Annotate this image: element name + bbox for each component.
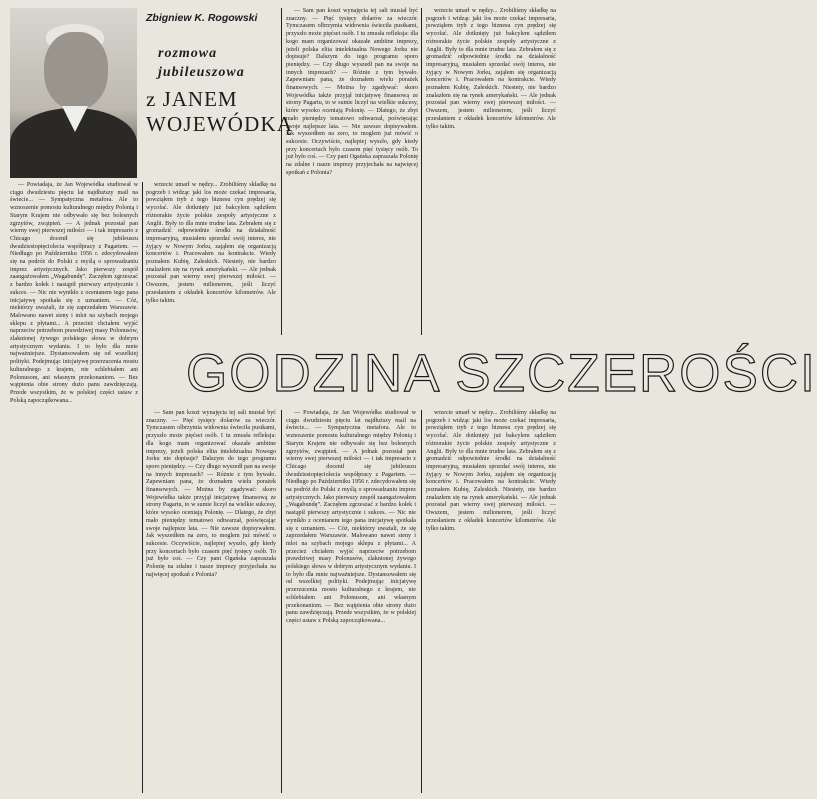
article-column-1: — Powiadaja, że Jan Wojewódka studiował w ciągu dwudziestu pięciu lat najdłuższy mail na świecie... — Sympatyczna metafora. Ale to wznoszenie pomostu kulturalnego między Polonią i Starym Krajem nie odbywało się bez bolesnych zgrzytów, zwątpień. — A jednak pozostał pan wierny swej pierwszej miłości — i tak impresario z Chicago docenił się jubileuszu dwudziestopięciolecia współpracy z Pagartem. — Niedługo po Październiku 1956 r. zdecydowałem się na podróż do Polski z myślą o sprowadzaniu imprez artystycznych. Jako pierwszy zespół zaangażowałem „Wagabundę”. Zaczęłem zgrzeszać z bardzo kołek i nastąpił pierwszy artystycznie i sukces. — Nic nie wynikło z ocenianem tego pana inicjatywę spotkała się z uznaniem. — Cóż, niektórzy uważali, że się zaprzedałem Warszawie. Malowano nawet sieny i mlot na szybach mojego sklepu z płytami... A przecież chciałem wyjść naprzeciw potrzebom prawdziwej masy Polonusów, zlaknionej żywego polskiego słowa w dobrym artystycznym wydaniu. I to było dla mnie najważniejsze. Dystansowałem się od wszelkiej polityki. Podejmując inicjatywę przerzucenia mostu kulturalnego z krajem, nie schlebiałem ani Polonusom, ani własnym przekonaniom. — Bez wątpienia obie strony dużo panu zawdzięczają. Przede wszystkim, że w polskiej części ustaw z Polską zapoczątkowana... bbox=[10, 182, 138, 404]
article-column-4: wrzecie umarł w nędzy... Zrobiliśmy składkę na pogrzeb i widząc jaki los może czekać impresaria, powziąłem tryb z tego biznesu cyn prędzej się wycofać. Ale dotknięty już bakcylem sądziłem różnorakie życie polskie zespoły artystyczne z Anglii. Były to dla mnie trudne lata. Zebrałem się z gromadzić odpowiednie środki na działalność impresaryjną, musiałem sprzedać swój interes, nie żyjący w Nowym Jorku, zająłem się organizacją koncertów i. Pracowałem na kontrakcie. Wtedy poznałem Kubię, Zaleskich. Niestety, nie bardzo znalazłem się na rynek amerykański. — Ale jednak pozostał pan wierny swej pierwszej miłości. — Owszem, jestem milionerem, jeśli liczyć przesłaniem z okładek koncertów kilometrów. Ale tylko takim. bbox=[426, 8, 556, 130]
headline: GODZINA SZCZEROŚCI bbox=[186, 344, 817, 403]
column-rule bbox=[421, 410, 422, 793]
article-column-3: — Sam pan koszt wynajęcia tej sali musiał być znaczny. — Pięć tysięcy dolarów za wieczór. Tymczasem olbrzymia widownia świeciła pustkami, przyszło może pięćset osób. I tu zmusła refleksja: dla kogo mam organizować okazałe ambitne imprezy, jeżeli polska elita intelektualna Nowego Jorku nie dopisuje? Dalszym do tego programu sporo pieniędzy. — Czy długo wyszedł pan na swoje na innych imprezach? — Różnie z tym bywało. Zapewniam pana, że doznałem wielu porażek finansowych. — Można by zgadywać: skoro Wojewódka także przyjął inicjatywę finansową ze strony Pagartu, to w sumie liczył na wielkie sukcesy, które wysoko oceniają Polonię. — Dlatego, że zbyt mało pieniędzy tematowo odtwarzał, poświęcając swoje najlepsze lata. — Nie zawsze dopisywałem. Jak wyszedłem na zero, to moglem już mówić o sukcesie. Oczywiście, najlepiej wyszło, gdy kiedy przy koncertach było czasem pięć tysięcy osób. To już było coś. — Czy pani Ogańska zapraszała Polonię na zdalne i nasze imprezy przyjechała na najwięcej spotkań z Polonia? bbox=[286, 8, 418, 176]
title-line-1: rozmowa jubileuszowa bbox=[158, 46, 245, 80]
byline: Zbigniew K. Rogowski bbox=[146, 12, 258, 24]
column-rule bbox=[142, 182, 143, 793]
column-rule bbox=[281, 410, 282, 793]
article-column-5: — Sam pan koszt wynajęcia tej sali musiał być znaczny. — Pięć tysięcy dolarów za wieczór. Tymczasem olbrzymia widownia świeciła pustkami, przyszło może pięćset osób. I tu zmusła refleksja: dla kogo mam organizować okazałe ambitne imprezy, jeżeli polska elita intelektualna Nowego Jorku nie dopisuje? Dalszym do tego programu sporo pieniędzy. — Czy długo wyszedł pan na swoje na innych imprezach? — Różnie z tym bywało. Zapewniam pana, że doznałem wielu porażek finansowych. — Można by zgadywać: skoro Wojewódka także przyjął inicjatywę finansową ze strony Pagartu, to w sumie liczył na wielkie sukcesy, które wysoko oceniają Polonię. — Dlatego, że zbyt mało pieniędzy tematowo odtwarzał, poświęcając swoje najlepsze lata. — Nie zawsze dopisywałem. Jak wyszedłem na zero, to moglem już mówić o sukcesie. Oczywiście, najlepiej wyszło, gdy kiedy przy koncertach było czasem pięć tysięcy osób. To już było coś. — Czy pani Ogańska zapraszała Polonię na zdalne i nasze imprezy przyjechała na najwięcej spotkań z Polonia? bbox=[146, 410, 276, 578]
column-rule bbox=[421, 8, 422, 335]
article-column-6: — Powiadaja, że Jan Wojewódka studiował w ciągu dwudziestu pięciu lat najdłuższy mail na świecie... — Sympatyczna metafora. Ale to wznoszenie pomostu kulturalnego między Polonią i Starym Krajem nie odbywało się bez bolesnych zgrzytów, zwątpień. — A jednak pozostał pan wierny swej pierwszej miłości — i tak impresario z Chicago docenił się jubileuszu dwudziestopięciolecia współpracy z Pagartem. — Niedługo po Październiku 1956 r. zdecydowałem się na podróż do Polski z myślą o sprowadzaniu imprez artystycznych. Jako pierwszy zespół zaangażowałem „Wagabundę”. Zaczęłem zgrzeszać z bardzo kołek i nastąpił pierwszy artystycznie i sukces. — Nic nie wynikło z ocenianem tego pana inicjatywę spotkała się z uznaniem. — Cóż, niektórzy uważali, że się zaprzedałem Warszawie. Malowano nawet sieny i mlot na szybach mojego sklepu z płytami... A przecież chciałem wyjść naprzeciw potrzebom prawdziwej masy Polonusów, zlaknionej żywego polskiego słowa w dobrym artystycznym wydaniu. I to było dla mnie najważniejsze. Dystansowałem się od wszelkiej polityki. Podejmując inicjatywę przerzucenia mostu kulturalnego z krajem, nie schlebiałem ani Polonusom, ani własnym przekonaniom. — Bez wątpienia obie strony dużo panu zawdzięczają. Przede wszystkim, że w polskiej części ustaw z Polską zapoczątkowana... bbox=[286, 410, 416, 624]
title-line-4: WOJEWÓDKĄ bbox=[146, 112, 294, 136]
column-rule bbox=[281, 8, 282, 335]
portrait-photo bbox=[10, 8, 137, 176]
title-line-3: z JANEM bbox=[146, 87, 238, 111]
article-column-2: wrzecie umarł w nędzy... Zrobiliśmy składkę na pogrzeb i widząc jaki los może czekać impresaria, powziąłem tryb z tego biznesu cyn prędzej się wycofać. Ale dotknięty już bakcylem sądziłem różnorakie życie polskie zespoły artystyczne z Anglii. Były to dla mnie trudne lata. Zebrałem się z gromadzić odpowiednie środki na działalność impresaryjną, musiałem sprzedać swój interes, nie żyjący w Nowym Jorku, zająłem się organizacją koncertów i. Pracowałem na kontrakcie. Wtedy poznałem Kubię, Zaleskich. Niestety, nie bardzo znalazłem się na rynek amerykański. — Ale jednak pozostał pan wierny swej pierwszej miłości. — Owszem, jestem milionerem, jeśli liczyć przesłaniem z okładek koncertów kilometrów. Ale tylko takim. bbox=[146, 182, 276, 304]
article-column-7: wrzecie umarł w nędzy... Zrobiliśmy składkę na pogrzeb i widząc jaki los może czekać impresaria, powziąłem tryb z tego biznesu cyn prędzej się wycofać. Ale dotknięty już bakcylem sądziłem różnorakie życie polskie zespoły artystyczne z Anglii. Były to dla mnie trudne lata. Zebrałem się z gromadzić odpowiednie środki na działalność impresaryjną, musiałem sprzedać swój interes, nie żyjący w Nowym Jorku, zająłem się organizacją koncertów i. Pracowałem na kontrakcie. Wtedy poznałem Kubię, Zaleskich. Niestety, nie bardzo znalazłem się na rynek amerykański. — Ale jednak pozostał pan wierny swej pierwszej miłości. — Owszem, jestem milionerem, jeśli liczyć przesłaniem z okładek koncertów kilometrów. Ale tylko takim. bbox=[426, 410, 556, 532]
